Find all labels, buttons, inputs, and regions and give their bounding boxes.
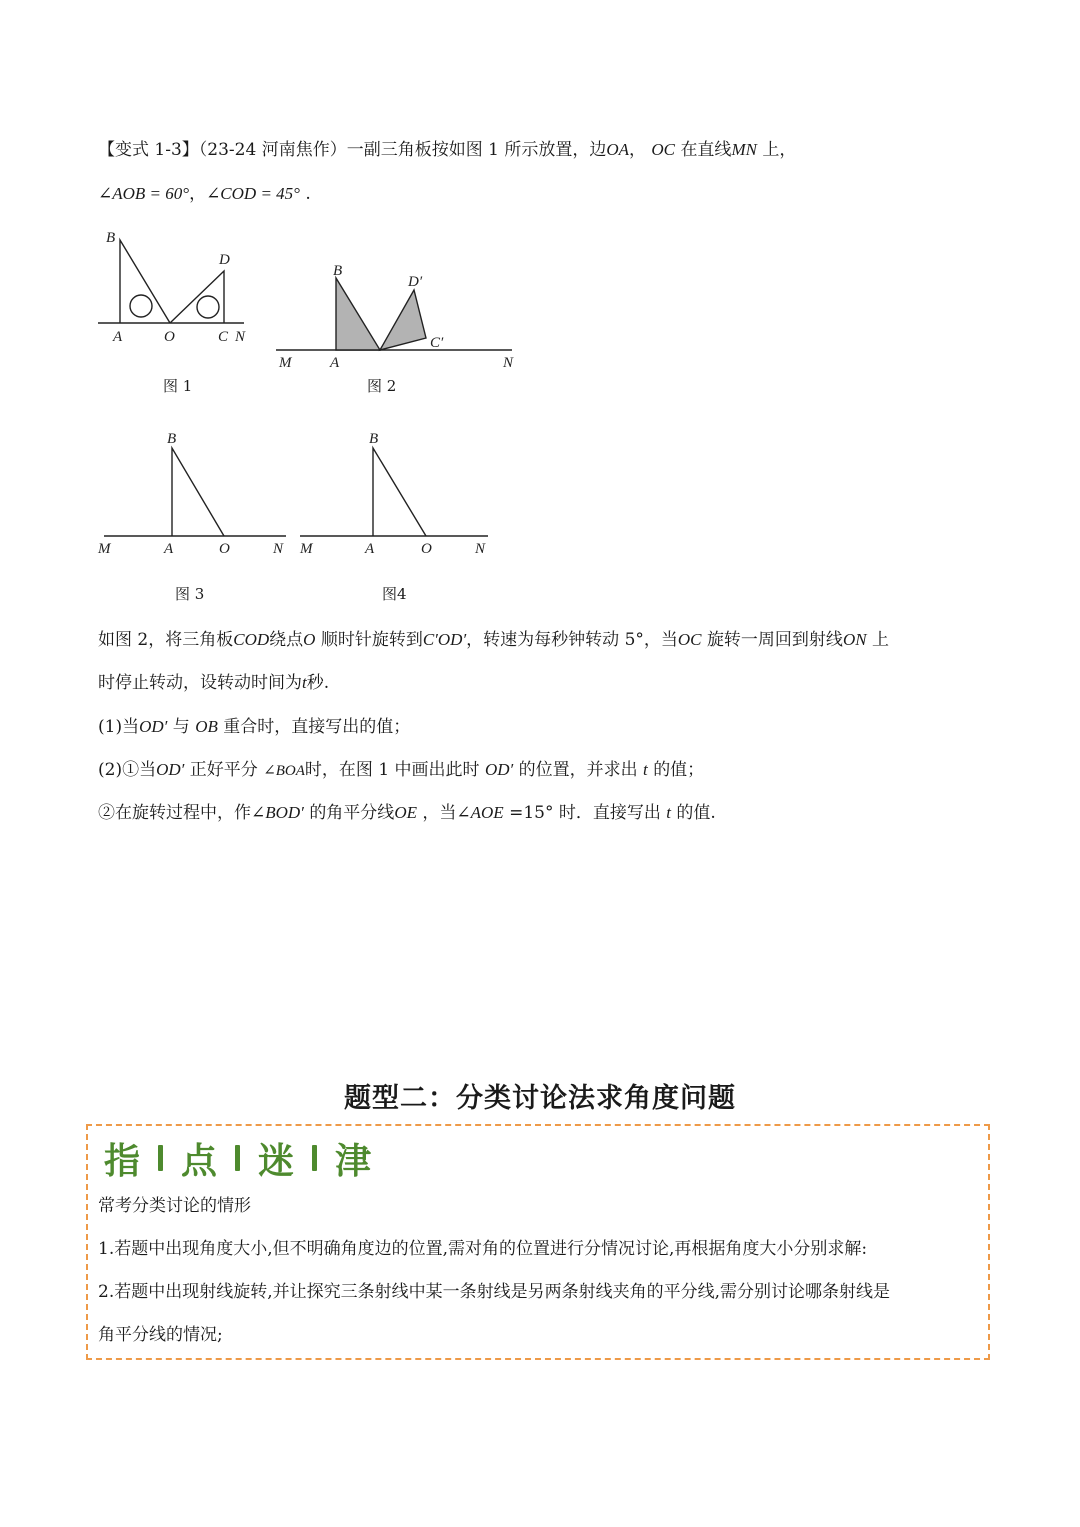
label-d: D — [219, 252, 230, 268]
label-n: N — [475, 541, 486, 557]
triangle-cod-rotated — [380, 290, 426, 350]
math-o: O — [303, 630, 316, 649]
divider — [312, 1145, 317, 1171]
text: 旋转一周回到射线 — [706, 630, 843, 650]
label-c-prime: C′ — [430, 335, 444, 351]
math-cod: COD — [233, 630, 270, 649]
problem-line-2 — [98, 182, 311, 206]
text: (2)①当 — [98, 760, 157, 780]
divider — [158, 1145, 163, 1171]
label-b: B — [369, 431, 379, 447]
triangle-aob — [120, 240, 170, 323]
caption-figure-2: 图 2 — [367, 377, 397, 395]
label-o: O — [164, 329, 175, 345]
problem-line-1 — [98, 138, 796, 162]
text: 顺时针旋转到 — [320, 630, 423, 650]
text: 如图 2，将三角板 — [98, 630, 234, 650]
caption-figure-1: 图 1 — [163, 377, 193, 395]
question-2-part-1 — [98, 758, 704, 783]
figure-4 — [296, 426, 496, 562]
text: ，转速为每秒钟转动 5°，当 — [466, 630, 678, 650]
caption-figure-4: 图4 — [382, 585, 407, 603]
figure-1 — [94, 226, 254, 356]
label-a: A — [365, 541, 375, 557]
label-m: M — [98, 541, 111, 557]
label-b: B — [333, 263, 343, 279]
text: 时停止转动，设转动时间为 — [98, 673, 302, 693]
text: 一副三角板按如图 1 所示放置，边 — [346, 140, 607, 160]
text: ， — [629, 140, 646, 160]
label-b: B — [167, 431, 177, 447]
text: 的位置，并求出 — [518, 760, 638, 780]
text: 秒. — [306, 673, 330, 693]
label-o: O — [219, 541, 230, 557]
text: 的值. — [676, 803, 716, 823]
tips-header-char-3: 迷 — [258, 1140, 295, 1182]
label-a: A — [113, 329, 123, 345]
math-angle-boa: ∠BOA — [263, 763, 305, 779]
question-1 — [98, 715, 410, 739]
tips-item-2-continued: 角平分线的情况; — [98, 1325, 223, 1345]
text: 在直线 — [680, 140, 732, 160]
math-cod-prime: C′OD′ — [422, 630, 467, 649]
math-angle-aoe: ∠AOE — [456, 803, 504, 822]
question-2-part-2 — [98, 801, 716, 825]
text: ，当 — [422, 803, 457, 823]
label-m: M — [279, 355, 292, 371]
tips-item-2: 2.若题中出现射线旋转,并让探究三条射线中某一条射线是另两条射线夹角的平分线,需分别讨论哪条射线是 — [98, 1282, 891, 1302]
text: 绕点 — [269, 630, 304, 650]
tips-header-char-2: 点 — [181, 1140, 218, 1182]
tips-subtitle: 常考分类讨论的情形 — [98, 1196, 251, 1216]
text: 时，在图 1 中画出此时 — [304, 760, 480, 780]
label-n: N — [273, 541, 284, 557]
tips-header-char-4: 津 — [335, 1140, 372, 1182]
math-oc: OC — [651, 140, 676, 159]
text: 与 — [172, 717, 190, 737]
text: ， — [189, 184, 207, 204]
math-oe: OE — [394, 803, 417, 822]
math-on: ON — [842, 630, 867, 649]
text: (1)当 — [98, 717, 140, 737]
math-ob: OB — [195, 717, 218, 736]
triangle-aob — [373, 448, 426, 536]
tips-header-char-1: 指 — [104, 1140, 141, 1182]
label-m: M — [300, 541, 313, 557]
divider — [235, 1145, 240, 1171]
math-angle-bod-prime: ∠BOD′ — [251, 803, 304, 822]
math-od-prime: OD′ — [139, 717, 168, 736]
figure-2-svg — [272, 260, 522, 372]
problem-line-4 — [98, 671, 329, 695]
label-o: O — [421, 541, 432, 557]
text: 重合时，直接写出的值； — [223, 717, 411, 737]
angle-aob: ∠AOB = 60° — [98, 184, 190, 203]
label-n: N — [503, 355, 514, 371]
source-tag: （23-24 河南焦作） — [198, 140, 347, 160]
variant-tag: 【变式 1-3】 — [98, 140, 199, 160]
circle-right — [197, 296, 219, 318]
triangle-aob — [172, 448, 224, 536]
label-n: N — [235, 329, 246, 345]
figure-2 — [272, 260, 522, 376]
text: 上 — [871, 630, 889, 650]
math-t: t — [643, 760, 648, 779]
math-t: t — [302, 673, 307, 692]
caption-figure-3: 图 3 — [175, 585, 205, 603]
section-title: 题型二：分类讨论法求角度问题 — [344, 1083, 736, 1114]
tips-header — [104, 1134, 371, 1182]
text: . — [305, 184, 311, 204]
text: 正好平分 — [189, 760, 258, 780]
math-oa: OA — [606, 140, 629, 159]
tips-item-1: 1.若题中出现角度大小,但不明确角度边的位置,需对角的位置进行分情况讨论,再根据角度大小分别求解: — [98, 1239, 868, 1259]
label-c: C — [218, 329, 229, 345]
label-d-prime: D′ — [408, 274, 423, 290]
math-oc: OC — [677, 630, 702, 649]
math-mn: MN — [731, 140, 757, 159]
text: 的值； — [653, 760, 705, 780]
label-a: A — [330, 355, 340, 371]
triangle-aob-filled — [336, 278, 380, 350]
angle-cod: ∠COD = 45° — [206, 184, 300, 203]
math-t: t — [666, 803, 672, 822]
figure-3 — [94, 426, 294, 562]
text: 的角平分线 — [309, 803, 395, 823]
math-od-prime: OD′ — [484, 760, 514, 779]
math-od-prime: OD′ — [156, 760, 185, 779]
figure-1-svg — [94, 226, 254, 352]
text: 上， — [762, 140, 797, 160]
circle-left — [130, 295, 152, 317]
text: =15° 时．直接写出 — [509, 803, 661, 823]
figure-3-svg — [94, 426, 294, 558]
text: ②在旋转过程中，作 — [98, 803, 251, 823]
figure-4-svg — [296, 426, 496, 558]
label-b: B — [106, 230, 116, 246]
label-a: A — [164, 541, 174, 557]
problem-line-3 — [98, 628, 889, 652]
